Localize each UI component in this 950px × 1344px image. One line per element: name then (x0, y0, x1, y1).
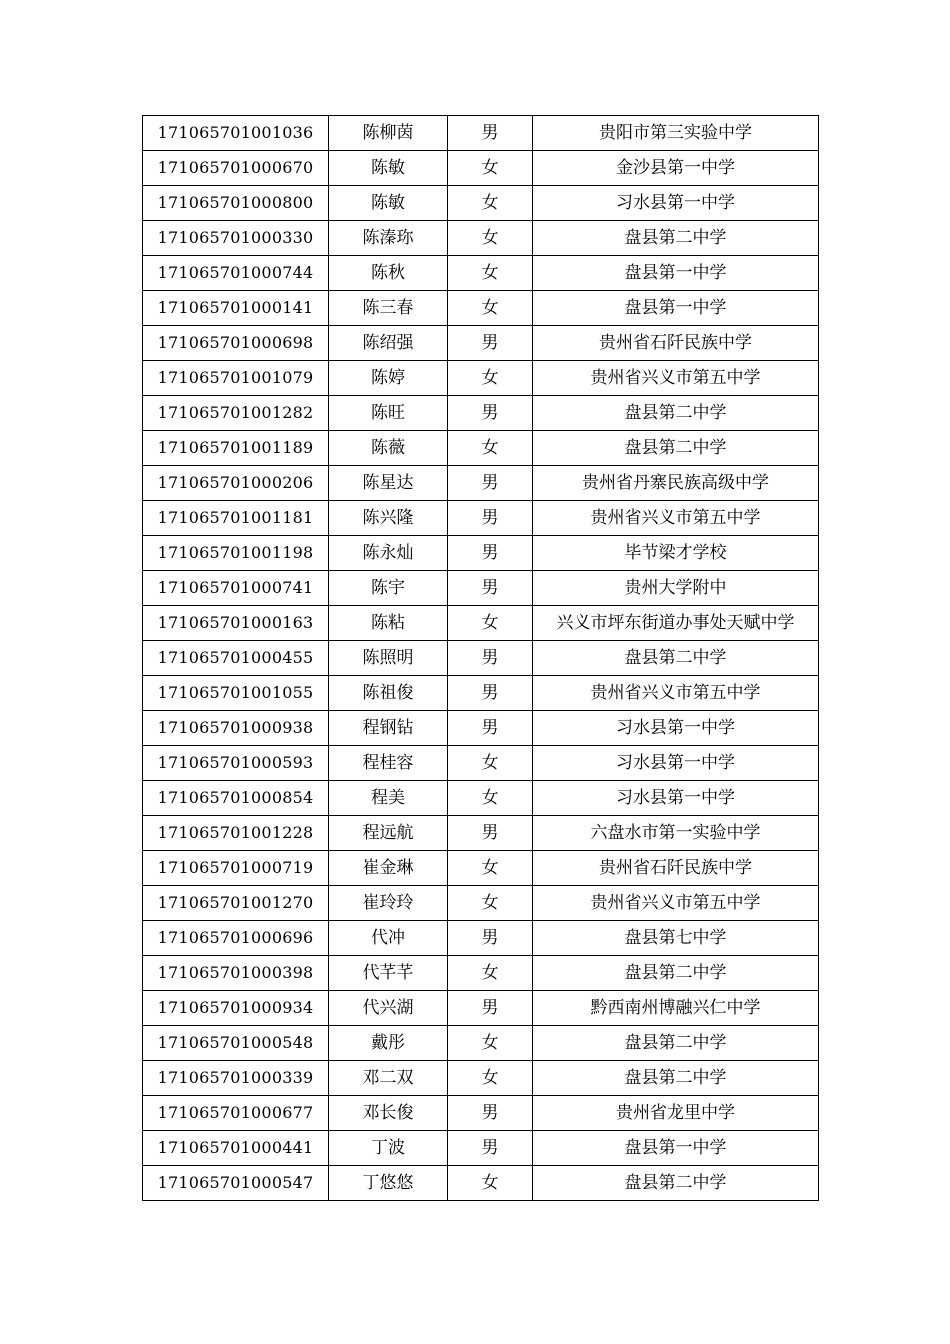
gender-cell: 女 (448, 1166, 533, 1201)
exam-id-cell: 171065701000698 (143, 326, 329, 361)
student-roster-table (142, 115, 819, 1201)
table-row (143, 221, 819, 256)
student-name-cell: 程远航 (329, 816, 448, 851)
student-name-cell: 陈旺 (329, 396, 448, 431)
exam-id-cell: 171065701000141 (143, 291, 329, 326)
gender-cell: 女 (448, 781, 533, 816)
table-row (143, 816, 819, 851)
school-cell: 贵州省丹寨民族高级中学 (533, 466, 819, 501)
student-name-cell: 陈三春 (329, 291, 448, 326)
exam-id-cell: 171065701000800 (143, 186, 329, 221)
exam-id-cell: 171065701001036 (143, 116, 329, 151)
gender-cell: 女 (448, 1061, 533, 1096)
school-cell: 贵州省兴义市第五中学 (533, 501, 819, 536)
table-row (143, 711, 819, 746)
gender-cell: 男 (448, 816, 533, 851)
exam-id-cell: 171065701000744 (143, 256, 329, 291)
exam-id-cell: 171065701000441 (143, 1131, 329, 1166)
student-name-cell: 丁波 (329, 1131, 448, 1166)
roster-body (143, 116, 819, 1201)
student-name-cell: 邓长俊 (329, 1096, 448, 1131)
gender-cell: 女 (448, 361, 533, 396)
exam-id-cell: 171065701000677 (143, 1096, 329, 1131)
student-name-cell: 丁悠悠 (329, 1166, 448, 1201)
student-name-cell: 陈敏 (329, 186, 448, 221)
gender-cell: 男 (448, 466, 533, 501)
table-row (143, 151, 819, 186)
gender-cell: 女 (448, 431, 533, 466)
student-name-cell: 陈照明 (329, 641, 448, 676)
gender-cell: 女 (448, 956, 533, 991)
exam-id-cell: 171065701001228 (143, 816, 329, 851)
table-row (143, 536, 819, 571)
gender-cell: 男 (448, 711, 533, 746)
school-cell: 六盘水市第一实验中学 (533, 816, 819, 851)
student-name-cell: 代冲 (329, 921, 448, 956)
student-name-cell: 代兴湖 (329, 991, 448, 1026)
school-cell: 习水县第一中学 (533, 711, 819, 746)
table-row (143, 1026, 819, 1061)
student-name-cell: 陈星达 (329, 466, 448, 501)
school-cell: 贵州大学附中 (533, 571, 819, 606)
student-name-cell: 陈薇 (329, 431, 448, 466)
table-row (143, 886, 819, 921)
student-name-cell: 陈敏 (329, 151, 448, 186)
table-row (143, 1166, 819, 1201)
student-name-cell: 陈婷 (329, 361, 448, 396)
gender-cell: 女 (448, 291, 533, 326)
table-row (143, 361, 819, 396)
table-row (143, 781, 819, 816)
gender-cell: 男 (448, 921, 533, 956)
student-name-cell: 邓二双 (329, 1061, 448, 1096)
table-row (143, 466, 819, 501)
school-cell: 贵州省兴义市第五中学 (533, 676, 819, 711)
school-cell: 盘县第一中学 (533, 256, 819, 291)
gender-cell: 男 (448, 396, 533, 431)
school-cell: 贵州省龙里中学 (533, 1096, 819, 1131)
student-name-cell: 崔玲玲 (329, 886, 448, 921)
student-name-cell: 程钢钻 (329, 711, 448, 746)
school-cell: 兴义市坪东街道办事处天赋中学 (533, 606, 819, 641)
gender-cell: 男 (448, 1096, 533, 1131)
exam-id-cell: 171065701000938 (143, 711, 329, 746)
table-row (143, 571, 819, 606)
student-name-cell: 陈秋 (329, 256, 448, 291)
student-name-cell: 代芊芊 (329, 956, 448, 991)
gender-cell: 男 (448, 676, 533, 711)
exam-id-cell: 171065701000548 (143, 1026, 329, 1061)
table-row (143, 1131, 819, 1166)
gender-cell: 男 (448, 991, 533, 1026)
table-row (143, 186, 819, 221)
school-cell: 盘县第二中学 (533, 1061, 819, 1096)
student-name-cell: 陈溱珎 (329, 221, 448, 256)
table-row (143, 956, 819, 991)
table-row (143, 396, 819, 431)
school-cell: 习水县第一中学 (533, 746, 819, 781)
exam-id-cell: 171065701001198 (143, 536, 329, 571)
table-row (143, 326, 819, 361)
student-name-cell: 戴彤 (329, 1026, 448, 1061)
exam-id-cell: 171065701001181 (143, 501, 329, 536)
student-name-cell: 陈祖俊 (329, 676, 448, 711)
student-name-cell: 程美 (329, 781, 448, 816)
gender-cell: 女 (448, 151, 533, 186)
exam-id-cell: 171065701001270 (143, 886, 329, 921)
exam-id-cell: 171065701000934 (143, 991, 329, 1026)
gender-cell: 女 (448, 256, 533, 291)
gender-cell: 女 (448, 221, 533, 256)
table-row (143, 1096, 819, 1131)
school-cell: 金沙县第一中学 (533, 151, 819, 186)
school-cell: 盘县第七中学 (533, 921, 819, 956)
table-row (143, 641, 819, 676)
gender-cell: 男 (448, 501, 533, 536)
school-cell: 习水县第一中学 (533, 186, 819, 221)
gender-cell: 男 (448, 536, 533, 571)
table-row (143, 431, 819, 466)
student-name-cell: 陈绍强 (329, 326, 448, 361)
gender-cell: 女 (448, 851, 533, 886)
student-name-cell: 陈永灿 (329, 536, 448, 571)
table-row (143, 921, 819, 956)
gender-cell: 女 (448, 886, 533, 921)
exam-id-cell: 171065701000330 (143, 221, 329, 256)
table-row (143, 676, 819, 711)
table-row (143, 501, 819, 536)
student-name-cell: 程桂容 (329, 746, 448, 781)
school-cell: 盘县第二中学 (533, 221, 819, 256)
school-cell: 盘县第一中学 (533, 291, 819, 326)
table-row (143, 606, 819, 641)
gender-cell: 女 (448, 746, 533, 781)
exam-id-cell: 171065701000206 (143, 466, 329, 501)
exam-id-cell: 171065701000398 (143, 956, 329, 991)
student-name-cell: 陈柳茵 (329, 116, 448, 151)
exam-id-cell: 171065701001282 (143, 396, 329, 431)
exam-id-cell: 171065701000696 (143, 921, 329, 956)
school-cell: 贵阳市第三实验中学 (533, 116, 819, 151)
table-row (143, 746, 819, 781)
school-cell: 盘县第二中学 (533, 396, 819, 431)
school-cell: 习水县第一中学 (533, 781, 819, 816)
table-row (143, 256, 819, 291)
exam-id-cell: 171065701000719 (143, 851, 329, 886)
table-row (143, 291, 819, 326)
gender-cell: 男 (448, 116, 533, 151)
exam-id-cell: 171065701000455 (143, 641, 329, 676)
school-cell: 盘县第二中学 (533, 641, 819, 676)
school-cell: 盘县第一中学 (533, 1131, 819, 1166)
school-cell: 贵州省兴义市第五中学 (533, 886, 819, 921)
exam-id-cell: 171065701000163 (143, 606, 329, 641)
gender-cell: 男 (448, 641, 533, 676)
exam-id-cell: 171065701001055 (143, 676, 329, 711)
table-row (143, 1061, 819, 1096)
gender-cell: 女 (448, 1026, 533, 1061)
gender-cell: 男 (448, 571, 533, 606)
school-cell: 盘县第二中学 (533, 956, 819, 991)
gender-cell: 男 (448, 1131, 533, 1166)
school-cell: 贵州省石阡民族中学 (533, 851, 819, 886)
school-cell: 盘县第二中学 (533, 1166, 819, 1201)
school-cell: 贵州省兴义市第五中学 (533, 361, 819, 396)
exam-id-cell: 171065701000854 (143, 781, 329, 816)
school-cell: 贵州省石阡民族中学 (533, 326, 819, 361)
school-cell: 盘县第二中学 (533, 1026, 819, 1061)
table-row (143, 116, 819, 151)
exam-id-cell: 171065701000339 (143, 1061, 329, 1096)
school-cell: 毕节梁才学校 (533, 536, 819, 571)
exam-id-cell: 171065701001189 (143, 431, 329, 466)
exam-id-cell: 171065701001079 (143, 361, 329, 396)
exam-id-cell: 171065701000593 (143, 746, 329, 781)
student-name-cell: 陈兴隆 (329, 501, 448, 536)
gender-cell: 男 (448, 326, 533, 361)
student-name-cell: 陈粘 (329, 606, 448, 641)
table-row (143, 851, 819, 886)
exam-id-cell: 171065701000741 (143, 571, 329, 606)
exam-id-cell: 171065701000670 (143, 151, 329, 186)
table-row (143, 991, 819, 1026)
student-name-cell: 陈宇 (329, 571, 448, 606)
gender-cell: 女 (448, 186, 533, 221)
student-name-cell: 崔金琳 (329, 851, 448, 886)
exam-id-cell: 171065701000547 (143, 1166, 329, 1201)
gender-cell: 女 (448, 606, 533, 641)
school-cell: 黔西南州博融兴仁中学 (533, 991, 819, 1026)
school-cell: 盘县第二中学 (533, 431, 819, 466)
